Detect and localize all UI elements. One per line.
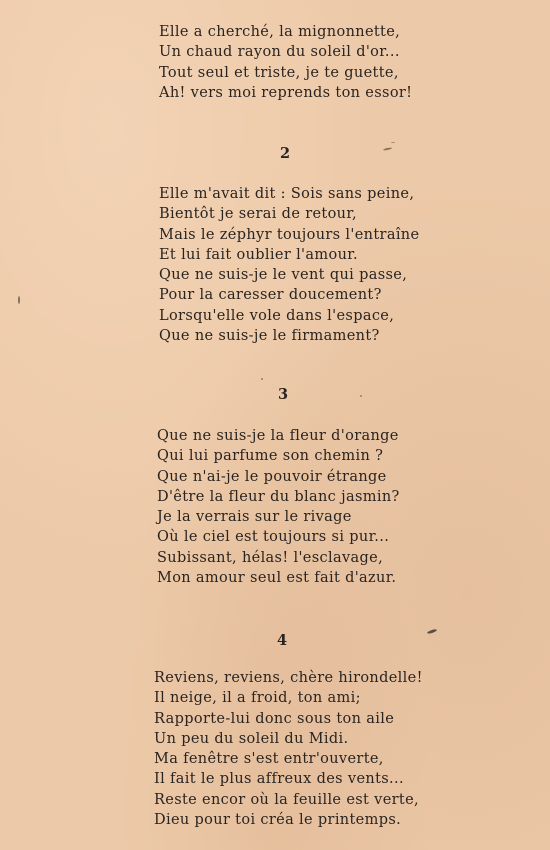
stanza-number: 3 [278,386,289,403]
stanza-number: 2 [280,145,291,162]
poem-line: Bientôt je serai de retour, [159,206,358,223]
paper-speck [360,395,362,397]
stanza-number: 4 [277,632,288,649]
poem-line: Où le ciel est toujours si pur... [157,529,390,546]
poem-line: Que ne suis-je le vent qui passe, [159,267,408,284]
poem-line: Que n'ai-je le pouvoir étrange [157,468,387,485]
paper-speck [383,147,392,151]
poem-line: Que ne suis-je le firmament? [159,328,380,345]
paper-speck [391,142,395,143]
poem-line: Reste encor où la feuille est verte, [154,791,420,808]
poem-line: Que ne suis-je la fleur d'orange [157,428,399,444]
poem-line: Ah! vers moi reprends ton essor! [159,84,413,101]
poem-line: Reviens, reviens, chère hirondelle! [154,670,423,686]
poem-line: Un chaud rayon du soleil d'or... [159,44,400,61]
poem-line: D'être la fleur du blanc jasmin? [157,488,400,505]
poem-line: Et lui fait oublier l'amour. [159,246,358,263]
poem-line: Rapporte-lui donc sous ton aile [154,710,395,727]
paper-speck [427,629,437,635]
stanza-4 [154,668,423,830]
poem-line: Pour la caresser doucement? [159,287,382,304]
poem-line: Je la verrais sur le rivage [157,509,352,526]
stanza-2 [159,184,419,346]
poem-line: Un peu du soleil du Midi. [154,730,349,747]
poem-line: Subissant, hélas! l'esclavage, [157,549,384,566]
poem-line: Elle m'avait dit : Sois sans peine, [159,186,415,202]
poem-line: Ma fenêtre s'est entr'ouverte, [154,751,384,768]
poem-line: Mais le zéphyr toujours l'entraîne [159,226,420,243]
stanza-1 [159,22,412,103]
poem-line: Tout seul et triste, je te guette, [159,64,399,81]
poem-line: Dieu pour toi créa le printemps. [154,812,402,829]
poem-line: Qui lui parfume son chemin ? [157,448,384,465]
stanza-3 [157,426,400,588]
paper-speck [261,378,263,380]
paper-speck [18,296,20,304]
poem-line: Elle a cherché, la mignonnette, [159,24,401,40]
poem-line: Il neige, il a froid, ton ami; [154,690,361,707]
poem-line: Lorsqu'elle vole dans l'espace, [159,307,395,324]
poem-line: Mon amour seul est fait d'azur. [157,570,397,587]
poem-line: Il fait le plus affreux des vents... [154,771,404,788]
